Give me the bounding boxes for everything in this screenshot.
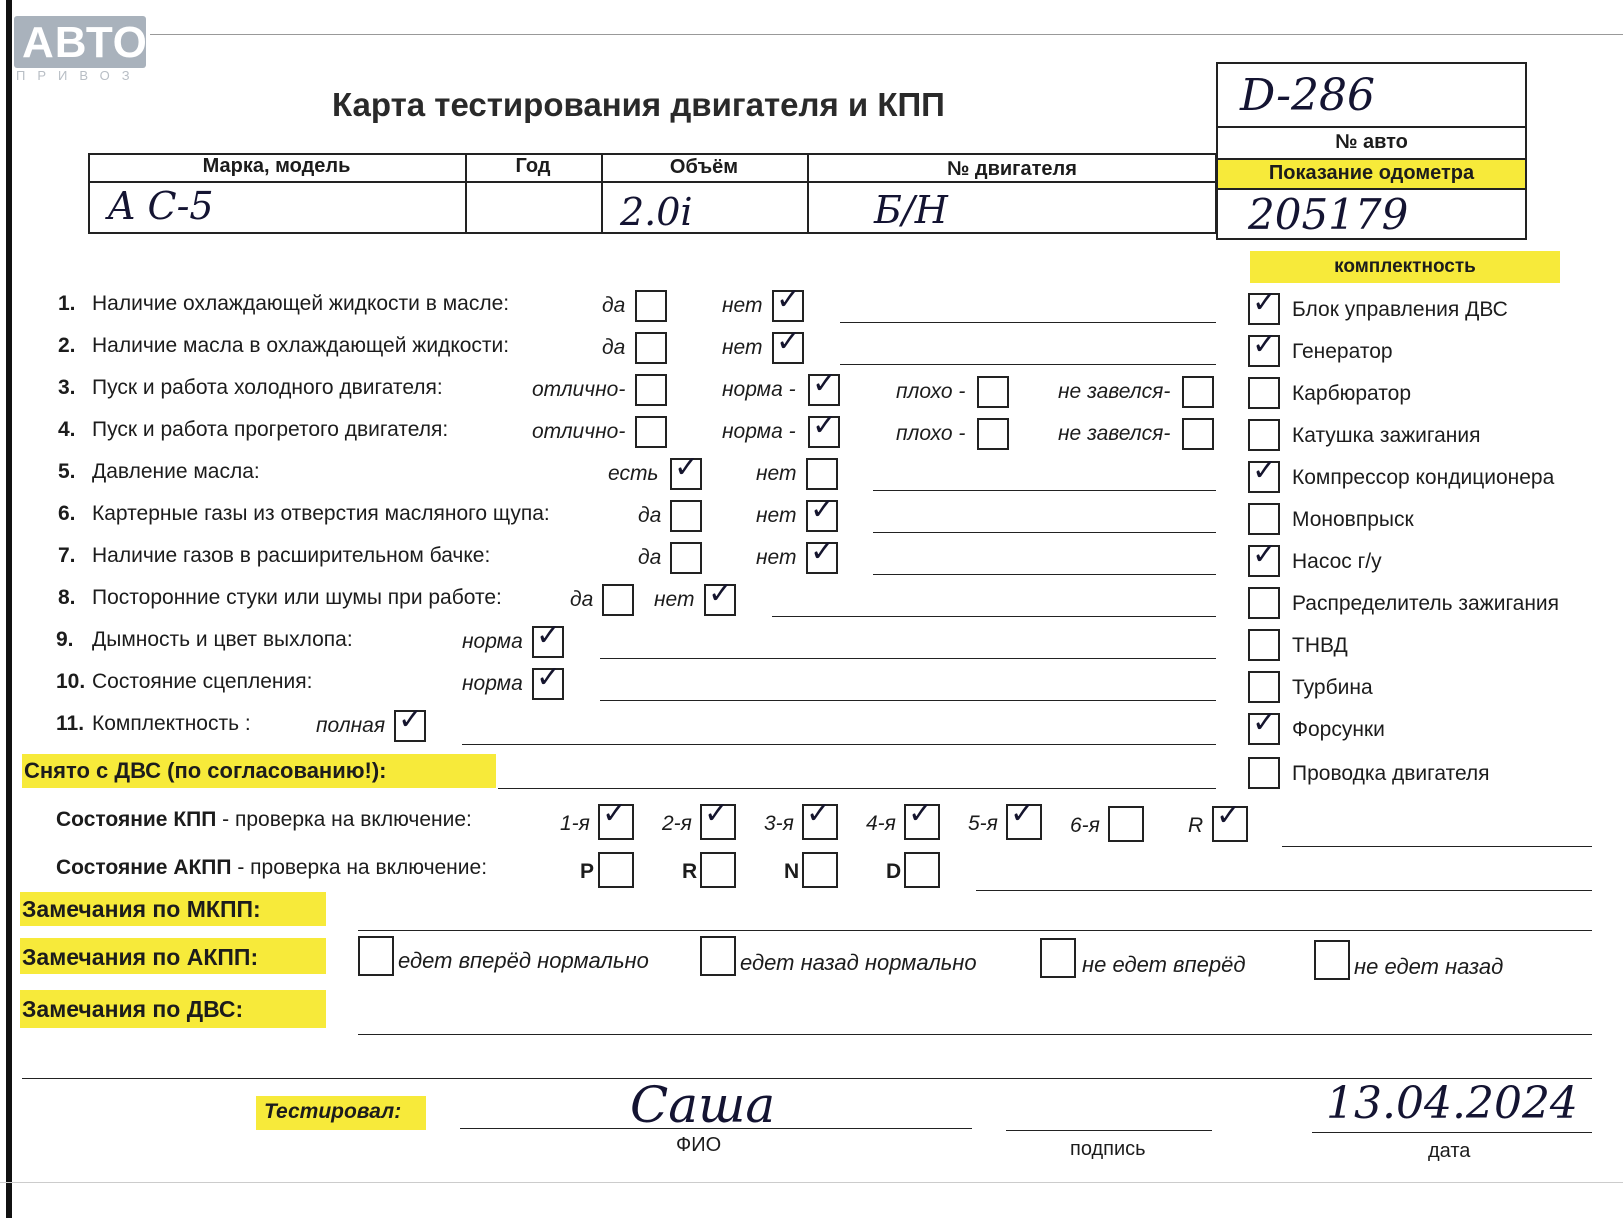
completeness-label: Компрессор кондиционера xyxy=(1292,466,1555,489)
check-number: 9. xyxy=(56,628,74,651)
check-mark-icon: ✓ xyxy=(812,408,838,443)
check-label: Картерные газы из отверстия масляного щупа: xyxy=(92,502,550,525)
option-label: отлично- xyxy=(532,378,626,401)
checkbox-row5-present[interactable] xyxy=(670,450,702,490)
checkbox-row3-no-start[interactable] xyxy=(1182,376,1214,408)
completeness-checkbox-engine-wiring[interactable] xyxy=(1248,757,1280,789)
akpp-checkbox-r[interactable] xyxy=(700,852,736,888)
check-number: 5. xyxy=(58,460,76,483)
car-number-divider xyxy=(1216,126,1527,128)
option-label: нет xyxy=(756,504,797,527)
signature-line xyxy=(1006,1130,1212,1131)
completeness-checkbox-mono-injection[interactable] xyxy=(1248,503,1280,535)
car-number-label: № авто xyxy=(1335,131,1408,153)
car-number-value: D-286 xyxy=(1240,70,1375,121)
option-label: нет xyxy=(722,294,763,317)
check-mark-icon: ✓ xyxy=(704,796,730,831)
check-number: 7. xyxy=(58,544,76,567)
check-mark-icon: ✓ xyxy=(908,796,934,831)
checkbox-row4-bad[interactable] xyxy=(977,418,1009,450)
removed-line xyxy=(498,788,1216,789)
option-label: полная xyxy=(316,714,386,737)
note-line xyxy=(873,490,1216,491)
check-number: 10. xyxy=(56,670,86,693)
option-label: нет xyxy=(756,462,797,485)
gear-checkbox-4[interactable] xyxy=(904,796,940,840)
akpp-checkbox-d[interactable] xyxy=(904,852,940,888)
gear-checkbox-6[interactable] xyxy=(1108,806,1144,842)
note-line xyxy=(600,700,1216,701)
note-line xyxy=(840,322,1216,323)
check-label: Посторонние стуки или шумы при работе: xyxy=(92,586,502,609)
option-label: норма xyxy=(462,630,523,653)
checkbox-row4-no-start[interactable] xyxy=(1182,418,1214,450)
akpp-remark-label: не едет назад xyxy=(1354,954,1504,979)
check-label: Комплектность : xyxy=(92,712,251,735)
date-label: дата xyxy=(1428,1140,1471,1162)
note-line xyxy=(772,616,1216,617)
akpp-note-line xyxy=(976,890,1592,891)
completeness-label: Форсунки xyxy=(1292,718,1385,741)
checkbox-row9-normal[interactable] xyxy=(532,618,564,658)
check-label: Состояние сцепления: xyxy=(92,670,313,693)
option-label: да xyxy=(570,588,594,611)
akpp-mode-label: D xyxy=(886,860,902,883)
completeness-label: Моновпрыск xyxy=(1292,508,1414,531)
check-mark-icon: ✓ xyxy=(776,282,802,317)
checkbox-row3-bad[interactable] xyxy=(977,376,1009,408)
checkbox-row5-absent[interactable] xyxy=(806,458,838,490)
completeness-label: Распределитель зажигания xyxy=(1292,592,1560,615)
completeness-checkbox-injection-pump[interactable] xyxy=(1248,629,1280,661)
akpp-remark-checkbox-no-forward[interactable] xyxy=(1040,938,1076,978)
note-line xyxy=(462,744,1216,745)
akpp-remark-label: не едет вперёд xyxy=(1082,952,1246,977)
signature-label: подпись xyxy=(1070,1138,1146,1160)
completeness-checkbox-carburetor[interactable] xyxy=(1248,377,1280,409)
option-label: есть xyxy=(608,462,659,485)
remarks-dvs-label: Замечания по ДВС: xyxy=(22,996,244,1022)
kpp-label xyxy=(56,808,472,832)
akpp-label xyxy=(56,856,487,880)
header-year: Год xyxy=(515,155,551,177)
header-volume: Объём xyxy=(669,156,739,178)
checkbox-row1-yes[interactable] xyxy=(635,290,667,322)
checkbox-row3-normal[interactable] xyxy=(808,366,840,406)
header-table-row-divider xyxy=(88,181,1217,183)
fio-line xyxy=(460,1128,972,1129)
gear-checkbox-1[interactable] xyxy=(598,796,634,840)
check-number: 3. xyxy=(58,376,76,399)
check-mark-icon: ✓ xyxy=(674,450,700,485)
check-mark-icon: ✓ xyxy=(1252,537,1278,572)
completeness-checkbox-injectors[interactable] xyxy=(1248,705,1280,745)
completeness-label: Генератор xyxy=(1292,340,1393,363)
checkbox-row8-no[interactable] xyxy=(704,576,736,616)
completeness-label: Карбюратор xyxy=(1292,382,1412,405)
date-line xyxy=(1312,1132,1592,1133)
check-mark-icon: ✓ xyxy=(602,796,628,831)
check-mark-icon: ✓ xyxy=(1252,327,1278,362)
check-mark-icon: ✓ xyxy=(1010,796,1036,831)
akpp-mode-label: P xyxy=(580,860,595,883)
bottom-edge xyxy=(0,1182,1623,1183)
check-mark-icon: ✓ xyxy=(708,576,734,611)
check-mark-icon: ✓ xyxy=(776,324,802,359)
completeness-checkbox-generator[interactable] xyxy=(1248,327,1280,367)
completeness-checkbox-power-steering-pump[interactable] xyxy=(1248,537,1280,577)
tested-label: Тестировал: xyxy=(264,1100,402,1123)
check-mark-icon: ✓ xyxy=(536,660,562,695)
odometer-value: 205179 xyxy=(1248,190,1409,239)
option-label: не завелся- xyxy=(1058,422,1171,445)
logo-text: АВТО xyxy=(22,18,148,67)
kpp-label-rest: - проверка на включение: xyxy=(216,808,472,831)
completeness-label: Турбина xyxy=(1292,676,1373,699)
checkbox-row6-yes[interactable] xyxy=(670,500,702,532)
remarks-mkpp-label: Замечания по МКПП: xyxy=(22,896,261,922)
removed-label: Снято с ДВС (по согласованию!): xyxy=(24,758,387,783)
gear-checkbox-reverse[interactable] xyxy=(1212,798,1248,842)
checkbox-row4-excellent[interactable] xyxy=(635,416,667,448)
gear-label: 1-я xyxy=(560,812,590,835)
value-volume: 2.0i xyxy=(620,190,693,234)
odometer-header: Показание одометра xyxy=(1268,162,1475,184)
checkbox-row7-no[interactable] xyxy=(806,534,838,574)
check-number: 11. xyxy=(56,712,85,735)
remarks-akpp-label: Замечания по АКПП: xyxy=(22,944,259,970)
completeness-title: комплектность xyxy=(1334,256,1476,277)
checkbox-row4-normal[interactable] xyxy=(808,408,840,448)
logo-subtext: ПРИВОЗ xyxy=(16,68,142,83)
completeness-label: ТНВД xyxy=(1292,634,1348,657)
akpp-remark-label: едет вперёд нормально xyxy=(398,948,649,973)
option-label: норма xyxy=(462,672,523,695)
option-label: нет xyxy=(654,588,695,611)
check-mark-icon: ✓ xyxy=(806,796,832,831)
page-title: Карта тестирования двигателя и КПП xyxy=(332,86,945,123)
completeness-checkbox-ecu[interactable] xyxy=(1248,285,1280,325)
check-number: 2. xyxy=(58,334,76,357)
option-label: да xyxy=(602,294,626,317)
checkbox-row6-no[interactable] xyxy=(806,492,838,532)
remarks-dvs-line xyxy=(358,1034,1592,1035)
remarks-mkpp-line xyxy=(358,930,1592,931)
gear-label: R xyxy=(1188,814,1204,837)
completeness-label: Насос г/у xyxy=(1292,550,1382,573)
completeness-label: Катушка зажигания xyxy=(1292,424,1481,447)
check-mark-icon: ✓ xyxy=(1216,798,1242,833)
gear-label: 5-я xyxy=(968,812,998,835)
checkbox-row3-excellent[interactable] xyxy=(635,374,667,406)
checkbox-row7-yes[interactable] xyxy=(670,542,702,574)
check-label: Давление масла: xyxy=(92,460,260,483)
akpp-mode-label: N xyxy=(784,860,800,883)
check-mark-icon: ✓ xyxy=(1252,453,1278,488)
option-label: плохо - xyxy=(896,422,966,445)
check-mark-icon: ✓ xyxy=(810,534,836,569)
check-number: 1. xyxy=(58,292,76,315)
check-mark-icon: ✓ xyxy=(398,702,424,737)
check-label: Наличие газов в расширительном бачке: xyxy=(92,544,491,567)
akpp-checkbox-p[interactable] xyxy=(598,852,634,888)
option-label: норма - xyxy=(722,420,796,443)
checkbox-row10-normal[interactable] xyxy=(532,660,564,700)
option-label: да xyxy=(602,336,626,359)
akpp-label-bold: Состояние АКПП xyxy=(56,856,232,879)
check-number: 8. xyxy=(58,586,76,609)
tester-signature: Саша xyxy=(630,1076,776,1134)
option-label: отлично- xyxy=(532,420,626,443)
akpp-remark-checkbox-no-reverse[interactable] xyxy=(1314,940,1350,980)
checkbox-row11-full[interactable] xyxy=(394,702,426,742)
check-label: Дымность и цвет выхлопа: xyxy=(92,628,353,651)
kpp-label-bold: Состояние КПП xyxy=(56,808,217,831)
check-label: Наличие охлаждающей жидкости в масле: xyxy=(92,292,510,315)
option-label: нет xyxy=(756,546,797,569)
completeness-label: Проводка двигателя xyxy=(1292,762,1490,785)
note-line xyxy=(873,574,1216,575)
kpp-note-line xyxy=(1282,846,1592,847)
check-number: 4. xyxy=(58,418,76,441)
check-mark-icon: ✓ xyxy=(812,366,838,401)
checkbox-row2-yes[interactable] xyxy=(635,332,667,364)
completeness-checkbox-turbine[interactable] xyxy=(1248,671,1280,703)
check-label: Пуск и работа прогретого двигателя: xyxy=(92,418,449,441)
completeness-checkbox-ac-compressor[interactable] xyxy=(1248,453,1280,493)
option-label: да xyxy=(638,504,662,527)
check-mark-icon: ✓ xyxy=(810,492,836,527)
check-label: Наличие масла в охлаждающей жидкости: xyxy=(92,334,510,357)
gear-label: 2-я xyxy=(662,812,692,835)
akpp-label-rest: - проверка на включение: xyxy=(231,856,488,879)
completeness-label: Блок управления ДВС xyxy=(1292,298,1508,321)
note-line xyxy=(840,364,1216,365)
check-number: 6. xyxy=(58,502,76,525)
akpp-remark-label: едет назад нормально xyxy=(740,950,977,975)
gear-label: 4-я xyxy=(866,812,896,835)
akpp-checkbox-n[interactable] xyxy=(802,852,838,888)
check-mark-icon: ✓ xyxy=(1252,285,1278,320)
value-engine-no: Б/Н xyxy=(874,188,948,232)
check-mark-icon: ✓ xyxy=(536,618,562,653)
completeness-checkbox-ignition-coil[interactable] xyxy=(1248,419,1280,451)
akpp-remark-checkbox-forward-ok[interactable] xyxy=(358,936,394,976)
checkbox-row2-no[interactable] xyxy=(772,324,804,364)
option-label: не завелся- xyxy=(1058,380,1171,403)
gear-checkbox-2[interactable] xyxy=(700,796,736,840)
checkbox-row1-no[interactable] xyxy=(772,282,804,322)
completeness-checkbox-distributor[interactable] xyxy=(1248,587,1280,619)
checkbox-row8-yes[interactable] xyxy=(602,584,634,616)
fio-label: ФИО xyxy=(676,1134,722,1156)
akpp-remark-checkbox-reverse-ok[interactable] xyxy=(700,936,736,976)
gear-label: 6-я xyxy=(1070,814,1100,837)
top-rule xyxy=(150,34,1623,35)
gear-checkbox-5[interactable] xyxy=(1006,796,1042,840)
option-label: норма - xyxy=(722,378,796,401)
akpp-mode-label: R xyxy=(682,860,698,883)
gear-label: 3-я xyxy=(764,812,794,835)
option-label: нет xyxy=(722,336,763,359)
note-line xyxy=(873,532,1216,533)
check-mark-icon: ✓ xyxy=(1252,705,1278,740)
note-line xyxy=(600,658,1216,659)
option-label: да xyxy=(638,546,662,569)
option-label: плохо - xyxy=(896,380,966,403)
value-make-model: A C-5 xyxy=(108,184,214,228)
test-date: 13.04.2024 xyxy=(1326,1078,1578,1129)
check-label: Пуск и работа холодного двигателя: xyxy=(92,376,443,399)
gear-checkbox-3[interactable] xyxy=(802,796,838,840)
header-make-model: Марка, модель xyxy=(202,155,351,177)
header-engine-no: № двигателя xyxy=(947,158,1077,180)
left-edge xyxy=(6,0,12,1218)
